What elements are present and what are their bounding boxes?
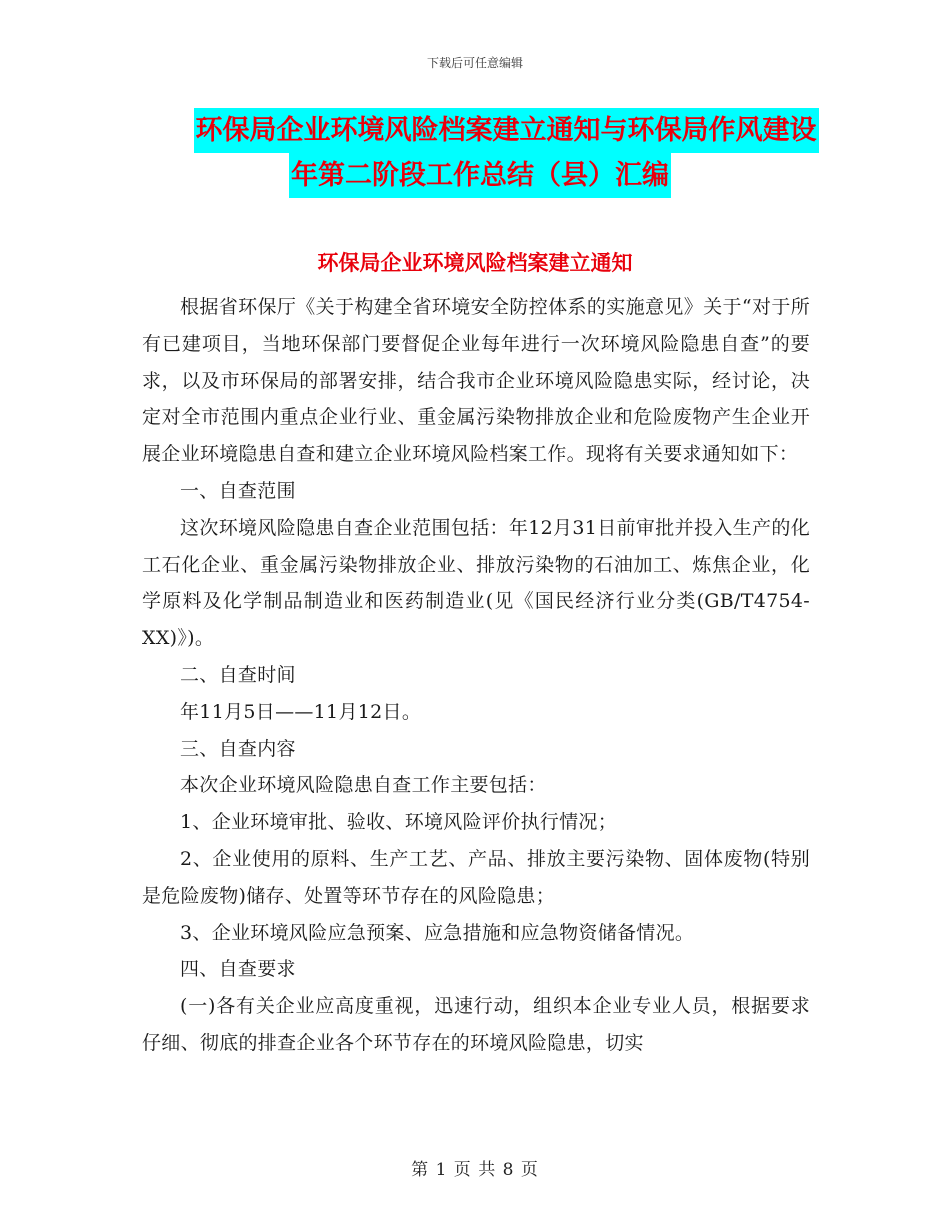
document-body xyxy=(142,289,810,1062)
heading-content: 三、自查内容 xyxy=(180,737,296,760)
paragraph-scope: 这次环境风险隐患自查企业范围包括：年12月31日前审批并投入生产的化工石化企业、重金属污染物排放企业、排放污染物的石油加工、炼焦企业，化学原料及化学制品制造业和医药制造业(见《国民经济行业分类(GB/T4754-XX)》)。 xyxy=(142,516,810,650)
content-item-2: 2、企业使用的原料、生产工艺、产品、排放主要污染物、固体废物(特别是危险废物)储存、处置等环节存在的风险隐患； xyxy=(142,847,810,907)
document-title-line-1: 环保局企业环境风险档案建立通知与环保局作风建设 xyxy=(194,108,819,153)
heading-scope: 一、自查范围 xyxy=(180,479,296,502)
paragraph-content: 本次企业环境风险隐患自查工作主要包括： xyxy=(180,774,547,797)
paragraph-intro: 根据省环保厅《关于构建全省环境安全防控体系的实施意见》关于“对于所有已建项目，当地环保部门要督促企业每年进行一次环境风险隐患自查”的要求，以及市环保局的部署安排，结合我市企业环境风险隐患实际，经讨论，决定对全市范围内重点企业行业、重金属污染物排放企业和危险废物产生企业开展企业环境隐患自查和建立企业环境风险档案工作。现将有关要求通知如下： xyxy=(142,296,810,466)
paragraph-time: 年11月5日——11月12日。 xyxy=(180,700,422,723)
document-title-line-2: 年第二阶段工作总结（县）汇编 xyxy=(289,153,671,198)
heading-requirements: 四、自查要求 xyxy=(180,958,296,981)
content-item-3: 3、企业环境风险应急预案、应急措施和应急物资储备情况。 xyxy=(180,921,695,944)
heading-time: 二、自查时间 xyxy=(180,663,296,686)
requirement-item-1: (一)各有关企业应高度重视，迅速行动，组织本企业专业人员，根据要求仔细、彻底的排查企业各个环节存在的环境风险隐患，切实 xyxy=(142,995,810,1054)
document-title xyxy=(140,108,820,198)
content-item-1: 1、企业环境审批、验收、环境风险评价执行情况； xyxy=(180,811,617,834)
section-title: 环保局企业环境风险档案建立通知 xyxy=(317,251,633,275)
page-header-note: 下载后可任意编辑 xyxy=(426,56,523,70)
page-number-footer: 第 1 页 共 8 页 xyxy=(411,1160,539,1180)
